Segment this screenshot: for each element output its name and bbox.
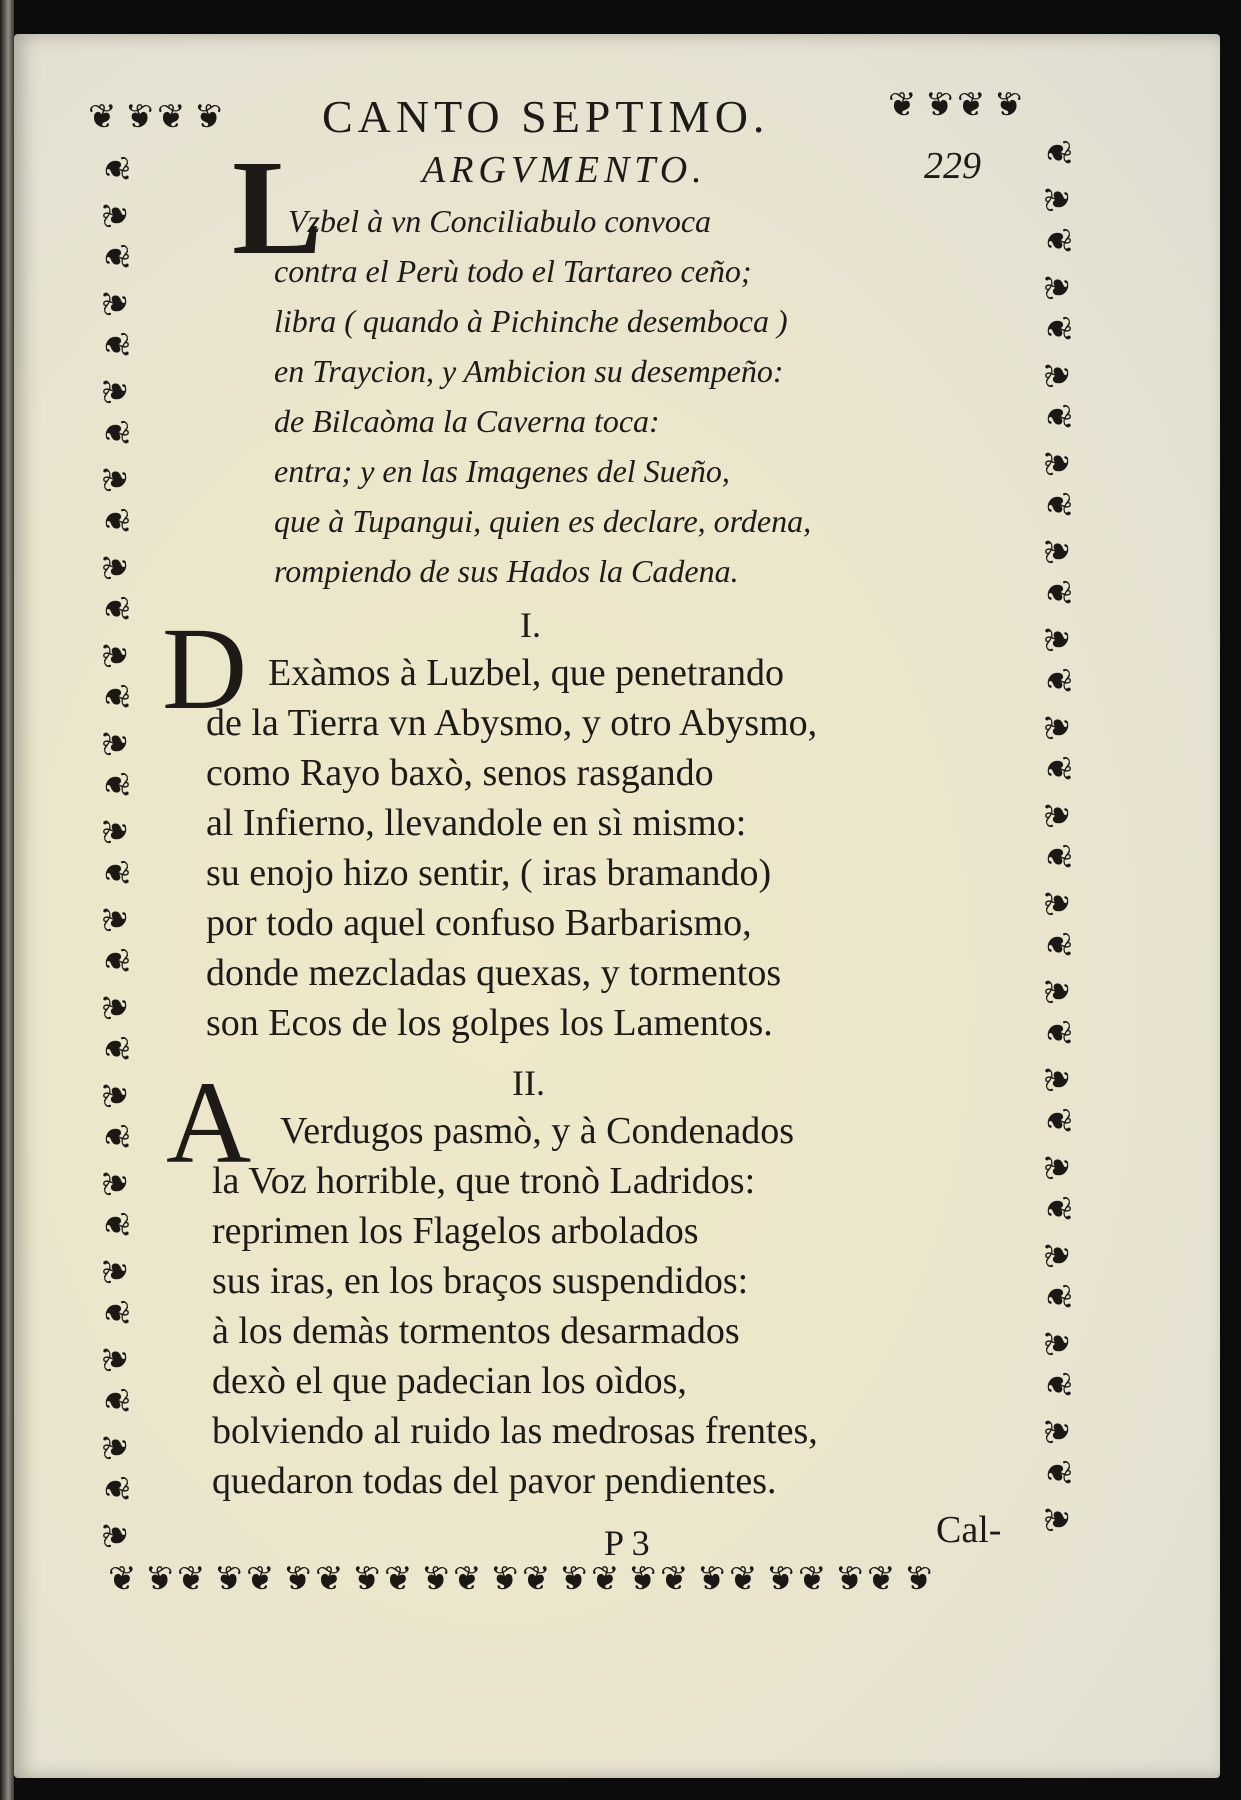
fleuron-icon: ❦: [108, 1562, 139, 1599]
fleuron-icon: ❦: [96, 1430, 136, 1462]
fleuron-icon: ❦: [1038, 1326, 1078, 1358]
fleuron-icon: ❦: [96, 1254, 136, 1286]
fleuron-icon: ❦: [96, 814, 136, 846]
stanza-drop-cap: A: [166, 1057, 252, 1188]
fleuron-icon: ❦: [280, 1562, 311, 1599]
fleuron-icon: ❦: [888, 88, 919, 125]
stanza-verse: [212, 1106, 818, 1506]
stanza-drop-cap: D: [162, 603, 248, 734]
verse-line: donde mezcladas quexas, y tormentos: [206, 952, 782, 994]
verse-line: dexò el que padecian los oìdos,: [212, 1360, 687, 1402]
verse-line: quedaron todas del pavor pendientes.: [212, 1460, 777, 1502]
fleuron-icon: ❦: [96, 506, 136, 538]
verse-line: Exàmos à Luzbel, que penetrando: [268, 652, 784, 694]
fleuron-icon: ❦: [1038, 578, 1078, 610]
fleuron-icon: ❦: [1038, 1282, 1078, 1314]
verse-line: bolviendo al ruido las medrosas frentes,: [212, 1410, 818, 1452]
fleuron-icon: ❦: [1038, 402, 1078, 434]
fleuron-icon: ❦: [1038, 842, 1078, 874]
fleuron-icon: ❦: [96, 1078, 136, 1110]
fleuron-border-left: [90, 148, 142, 1568]
fleuron-icon: ❦: [1038, 1502, 1078, 1534]
page-gutter: [0, 0, 14, 1800]
fleuron-icon: ❦: [96, 1298, 136, 1330]
fleuron-icon: ❦: [1038, 710, 1078, 742]
fleuron-icon: ❦: [1038, 1458, 1078, 1490]
verse-line: contra el Perù todo el Tartareo ceño;: [274, 253, 752, 289]
fleuron-icon: ❦: [556, 1562, 587, 1599]
fleuron-icon: ❦: [96, 1122, 136, 1154]
fleuron-icon: ❦: [1038, 666, 1078, 698]
fleuron-icon: ❦: [96, 198, 136, 230]
fleuron-icon: ❦: [122, 100, 153, 137]
fleuron-icon: ❦: [1038, 1238, 1078, 1270]
verse-line: de Bilcaòma la Caverna toca:: [274, 403, 660, 439]
fleuron-icon: ❦: [991, 88, 1022, 125]
fleuron-icon: ❦: [211, 1562, 242, 1599]
fleuron-icon: ❦: [96, 902, 136, 934]
verse-line: reprimen los Flagelos arbolados: [212, 1210, 699, 1252]
fleuron-icon: ❦: [1038, 1414, 1078, 1446]
verse-line: la Voz horrible, que tronò Ladridos:: [212, 1160, 756, 1202]
fleuron-icon: ❦: [142, 1562, 173, 1599]
fleuron-icon: ❦: [1038, 534, 1078, 566]
fleuron-icon: ❦: [1038, 886, 1078, 918]
fleuron-icon: ❦: [96, 286, 136, 318]
fleuron-icon: ❦: [191, 100, 222, 137]
verse-line: que à Tupangui, quien es declare, ordena,: [274, 503, 812, 539]
fleuron-icon: ❦: [157, 100, 188, 137]
verse-line: Verdugos pasmò, y à Condenados: [280, 1110, 794, 1152]
fleuron-icon: ❦: [96, 418, 136, 450]
fleuron-icon: ❦: [1038, 270, 1078, 302]
fleuron-icon: ❦: [1038, 314, 1078, 346]
fleuron-icon: ❦: [96, 946, 136, 978]
fleuron-icon: ❦: [96, 330, 136, 362]
signature-mark: P 3: [604, 1523, 650, 1563]
fleuron-icon: ❦: [798, 1562, 829, 1599]
fleuron-icon: ❦: [315, 1562, 346, 1599]
fleuron-icon: ❦: [1038, 754, 1078, 786]
fleuron-icon: ❦: [1038, 798, 1078, 830]
fleuron-icon: ❦: [96, 1166, 136, 1198]
fleuron-border-top-right: [888, 88, 1078, 132]
fleuron-icon: ❦: [96, 1342, 136, 1374]
verse-line: rompiendo de sus Hados la Cadena.: [274, 553, 739, 589]
fleuron-icon: ❦: [1038, 1062, 1078, 1094]
fleuron-icon: ❦: [763, 1562, 794, 1599]
fleuron-icon: ❦: [522, 1562, 553, 1599]
fleuron-icon: ❦: [1038, 622, 1078, 654]
fleuron-icon: ❦: [1038, 930, 1078, 962]
argument-heading: ARGVMENTO.: [422, 149, 707, 191]
fleuron-border-bottom: [108, 1562, 1096, 1610]
fleuron-icon: ❦: [1038, 226, 1078, 258]
fleuron-icon: ❦: [96, 770, 136, 802]
argument-verse: [274, 196, 811, 596]
argument-drop-cap: L: [232, 133, 323, 283]
fleuron-icon: ❦: [96, 990, 136, 1022]
verse-line: libra ( quando à Pichinche desemboca ): [274, 303, 788, 339]
verse-line: son Ecos de los golpes los Lamentos.: [206, 1002, 773, 1044]
fleuron-icon: ❦: [246, 1562, 277, 1599]
verse-line: en Traycion, y Ambicion su desempeño:: [274, 353, 784, 389]
fleuron-icon: ❦: [349, 1562, 380, 1599]
fleuron-icon: ❦: [660, 1562, 691, 1599]
fleuron-icon: ❦: [96, 1386, 136, 1418]
catchword: Cal-: [936, 1509, 1002, 1551]
fleuron-icon: ❦: [96, 154, 136, 186]
verse-line: por todo aquel confuso Barbarismo,: [206, 902, 752, 944]
verse-line: sus iras, en los braços suspendidos:: [212, 1260, 749, 1302]
fleuron-icon: ❦: [96, 858, 136, 890]
fleuron-icon: ❦: [384, 1562, 415, 1599]
fleuron-icon: ❦: [96, 374, 136, 406]
fleuron-icon: ❦: [1038, 138, 1078, 170]
verse-line: al Infierno, llevandole en sì mismo:: [206, 802, 747, 844]
fleuron-icon: ❦: [867, 1562, 898, 1599]
fleuron-icon: ❦: [418, 1562, 449, 1599]
running-head: CANTO SEPTIMO.: [322, 91, 770, 142]
fleuron-icon: ❦: [1038, 446, 1078, 478]
fleuron-icon: ❦: [96, 638, 136, 670]
stanza-verse: [206, 648, 817, 1048]
fleuron-icon: ❦: [96, 594, 136, 626]
fleuron-icon: ❦: [487, 1562, 518, 1599]
fleuron-icon: ❦: [1038, 1106, 1078, 1138]
fleuron-icon: ❦: [88, 100, 119, 137]
fleuron-icon: ❦: [1038, 490, 1078, 522]
fleuron-icon: ❦: [96, 1210, 136, 1242]
stanza-number: I.: [520, 605, 541, 645]
fleuron-icon: ❦: [96, 1034, 136, 1066]
fleuron-icon: ❦: [832, 1562, 863, 1599]
fleuron-icon: ❦: [96, 726, 136, 758]
fleuron-icon: ❦: [96, 462, 136, 494]
fleuron-icon: ❦: [96, 682, 136, 714]
verse-line: de la Tierra vn Abysmo, y otro Abysmo,: [206, 702, 818, 744]
fleuron-icon: ❦: [96, 242, 136, 274]
fleuron-icon: ❦: [96, 550, 136, 582]
verse-line: como Rayo baxò, senos rasgando: [206, 752, 714, 794]
fleuron-icon: ❦: [922, 88, 953, 125]
fleuron-icon: ❦: [453, 1562, 484, 1599]
verse-line: entra; y en las Imagenes del Sueño,: [274, 453, 730, 489]
fleuron-icon: ❦: [729, 1562, 760, 1599]
stanza-number: II.: [512, 1063, 545, 1103]
page-number: 229: [924, 145, 981, 187]
verse-line: su enojo hizo sentir, ( iras bramando): [206, 852, 772, 894]
fleuron-icon: ❦: [625, 1562, 656, 1599]
fleuron-icon: ❦: [1038, 1150, 1078, 1182]
fleuron-icon: ❦: [901, 1562, 932, 1599]
fleuron-icon: ❦: [1038, 974, 1078, 1006]
fleuron-border-right: [1030, 132, 1086, 1572]
verse-line: Vzbel à vn Conciliabulo convoca: [288, 203, 712, 239]
fleuron-icon: ❦: [957, 88, 988, 125]
fleuron-icon: ❦: [694, 1562, 725, 1599]
fleuron-icon: ❦: [96, 1474, 136, 1506]
fleuron-icon: ❦: [1038, 1370, 1078, 1402]
fleuron-icon: ❦: [1038, 358, 1078, 390]
fleuron-icon: ❦: [1038, 182, 1078, 214]
fleuron-icon: ❦: [96, 1518, 136, 1550]
fleuron-icon: ❦: [1038, 1194, 1078, 1226]
fleuron-icon: ❦: [177, 1562, 208, 1599]
fleuron-icon: ❦: [591, 1562, 622, 1599]
verse-line: à los demàs tormentos desarmados: [212, 1310, 740, 1352]
fleuron-icon: ❦: [1038, 1018, 1078, 1050]
